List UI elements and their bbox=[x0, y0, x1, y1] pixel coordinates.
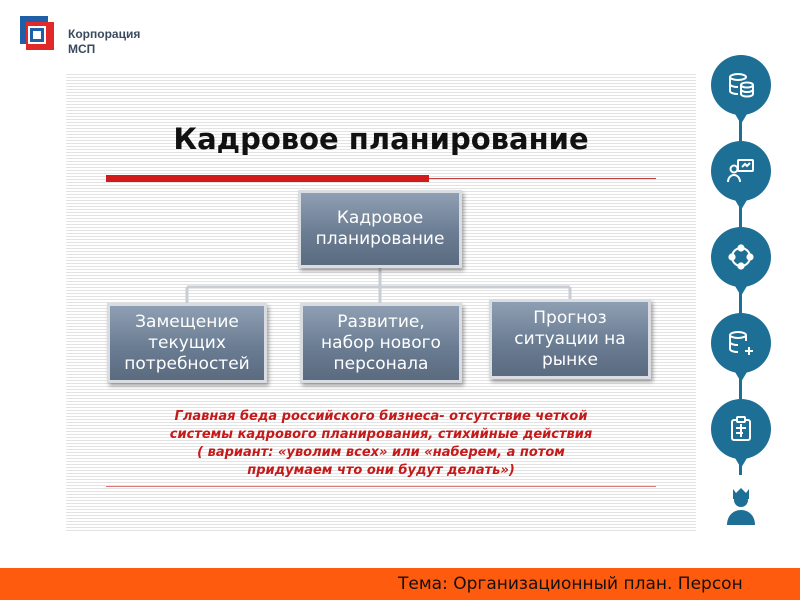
chart-child-box-2 bbox=[300, 303, 462, 383]
note-underline bbox=[106, 486, 656, 487]
logo-line-1: Корпорация bbox=[68, 27, 141, 41]
chart-child-box-3 bbox=[489, 299, 651, 379]
database-coins-icon bbox=[711, 55, 771, 115]
database-add-icon bbox=[711, 313, 771, 373]
chart-child-label-2: Развитие, набор нового персонала bbox=[321, 311, 441, 374]
warning-note bbox=[106, 408, 656, 480]
chart-root-box bbox=[298, 190, 462, 268]
icon-rail bbox=[711, 55, 771, 530]
logo-mark-icon bbox=[14, 12, 60, 58]
chart-root-label: Кадровое планирование bbox=[315, 208, 445, 249]
corporation-logo bbox=[14, 12, 164, 58]
chart-child-box-1 bbox=[107, 303, 267, 383]
slide-panel bbox=[66, 72, 696, 532]
logo-line-2: МСП bbox=[68, 42, 96, 56]
warning-note-text: Главная беда российского бизнеса- отсутствие четкой системы кадрового планирования, стихийные действия ( вариант: «уволим всех» или «наберем, а потом придумаем что они будут делать») bbox=[169, 409, 593, 478]
footer-topic-text: Тема: Организационный план. Персон bbox=[398, 574, 743, 594]
logo-text bbox=[68, 27, 140, 57]
clipboard-icon bbox=[711, 399, 771, 459]
person-icon bbox=[723, 485, 759, 525]
network-circle-icon bbox=[711, 227, 771, 287]
presenter-board-icon bbox=[711, 141, 771, 201]
slide-title: Кадровое планирование bbox=[173, 122, 589, 156]
chart-child-label-3: Прогноз ситуации на рынке bbox=[514, 307, 626, 370]
chart-child-label-1: Замещение текущих потребностей bbox=[124, 311, 250, 374]
